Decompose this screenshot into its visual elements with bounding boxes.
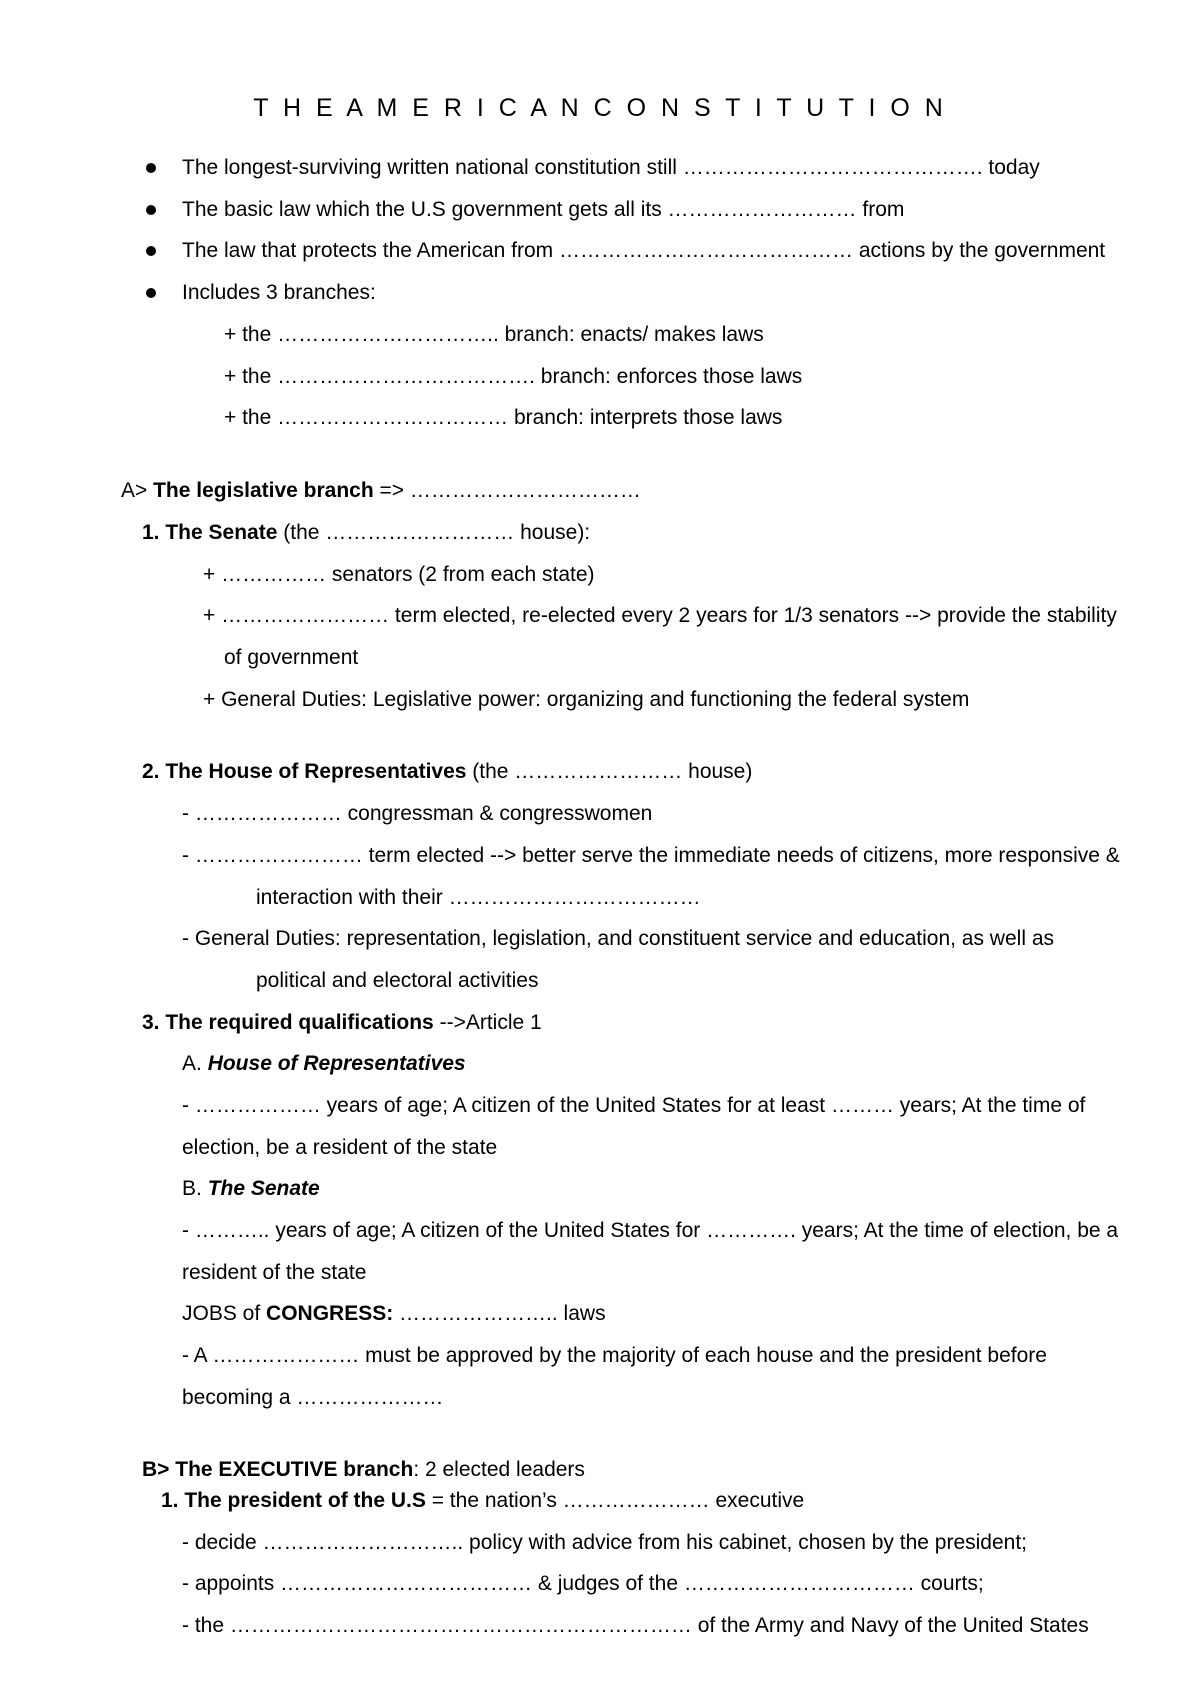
- senate-num: 1.: [142, 521, 166, 544]
- house-item: - General Duties: representation, legislation, and constituent service and education, as well as: [182, 927, 1054, 950]
- bullet-dot-icon: [146, 246, 156, 256]
- jobs-rest: ………………….. laws: [393, 1302, 606, 1325]
- qual-senate-heading: [182, 1178, 320, 1199]
- section-a-heading: [121, 480, 641, 501]
- jobs-line: becoming a …………………: [182, 1386, 444, 1409]
- qual-senate-label: The Senate: [207, 1177, 320, 1200]
- senate-heading: [142, 522, 590, 543]
- president-item: - the ………………………………………………………… of the Army and Navy of the United States: [182, 1614, 1089, 1637]
- branch-item: + the …………………………… branch: interprets those laws: [224, 406, 783, 429]
- house-item: interaction with their ………………………………: [256, 886, 701, 909]
- intro-bullet: The longest-surviving written national constitution still ……………………………………. today: [182, 156, 1040, 179]
- senate-rest: (the ……………………… house):: [277, 521, 591, 544]
- senate-item: of government: [224, 646, 359, 669]
- section-a-prefix: A>: [121, 479, 154, 502]
- president-item: - appoints ……………………………… & judges of the …………………………… courts;: [182, 1572, 984, 1595]
- qual-house-label: House of Representatives: [207, 1052, 466, 1075]
- qual-house-line: - ……………… years of age; A citizen of the United States for at least ……… years; At the time of: [182, 1094, 1086, 1117]
- jobs-line: - A ………………… must be approved by the majority of each house and the president before: [182, 1344, 1047, 1367]
- qual-senate-prefix: B.: [182, 1177, 208, 1200]
- section-b-heading: [142, 1459, 585, 1480]
- qual-house-heading: [182, 1053, 466, 1074]
- qual-senate-line: - ……….. years of age; A citizen of the United States for …………. years; At the time of election, be a: [182, 1219, 1119, 1242]
- president-item: - decide ……………………….. policy with advice from his cabinet, chosen by the president;: [182, 1531, 1028, 1554]
- section-a-suffix: => ……………………………: [373, 479, 641, 502]
- house-heading: [142, 761, 752, 782]
- senate-label: The Senate: [165, 521, 278, 544]
- bullet-dot-icon: [146, 288, 156, 298]
- senate-item: + …………………… term elected, re-elected every 2 years for 1/3 senators --> provide the stability: [203, 604, 1117, 627]
- president-heading: [161, 1490, 804, 1511]
- jobs-prefix: JOBS of: [182, 1302, 267, 1325]
- qualifications-rest: -->Article 1: [433, 1011, 542, 1034]
- branch-item: + the ………………………………. branch: enforces those laws: [224, 365, 803, 388]
- section-b-title: B> The EXECUTIVE branch: [142, 1458, 414, 1481]
- intro-bullet: The law that protects the American from …………………………………… actions by the government: [182, 239, 1106, 262]
- qual-senate-line: resident of the state: [182, 1261, 367, 1284]
- section-b-rest: : 2 elected leaders: [413, 1458, 585, 1481]
- intro-bullet: The basic law which the U.S government gets all its ……………………… from: [182, 198, 905, 221]
- intro-bullet: Includes 3 branches:: [182, 281, 376, 304]
- president-label: 1. The president of the U.S: [161, 1489, 426, 1512]
- branch-item: + the ………………………….. branch: enacts/ makes laws: [224, 323, 764, 346]
- bullet-dot-icon: [146, 205, 156, 215]
- house-item: - …………………… term elected --> better serve the immediate needs of citizens, more responsive &: [182, 844, 1120, 867]
- qual-house-prefix: A.: [182, 1052, 208, 1075]
- qual-house-line: election, be a resident of the state: [182, 1136, 498, 1159]
- jobs-heading: [182, 1303, 606, 1324]
- house-item: - ………………… congressman & congresswomen: [182, 802, 653, 825]
- page-title: T H E A M E R I C A N C O N S T I T U T I O N: [253, 94, 947, 122]
- house-label: The House of Representatives: [165, 760, 467, 783]
- house-num: 2.: [142, 760, 166, 783]
- qualifications-heading: [142, 1012, 542, 1033]
- qualifications-num: 3.: [142, 1011, 166, 1034]
- senate-item: + General Duties: Legislative power: organizing and functioning the federal system: [203, 688, 970, 711]
- senate-item: + …………… senators (2 from each state): [203, 563, 595, 586]
- bullet-dot-icon: [146, 163, 156, 173]
- house-rest: (the …………………… house): [466, 760, 753, 783]
- section-a-title: The legislative branch: [153, 479, 374, 502]
- president-rest: = the nation’s ………………… executive: [425, 1489, 805, 1512]
- house-item: political and electoral activities: [256, 969, 539, 992]
- jobs-label: CONGRESS:: [266, 1302, 394, 1325]
- qualifications-label: The required qualifications: [165, 1011, 434, 1034]
